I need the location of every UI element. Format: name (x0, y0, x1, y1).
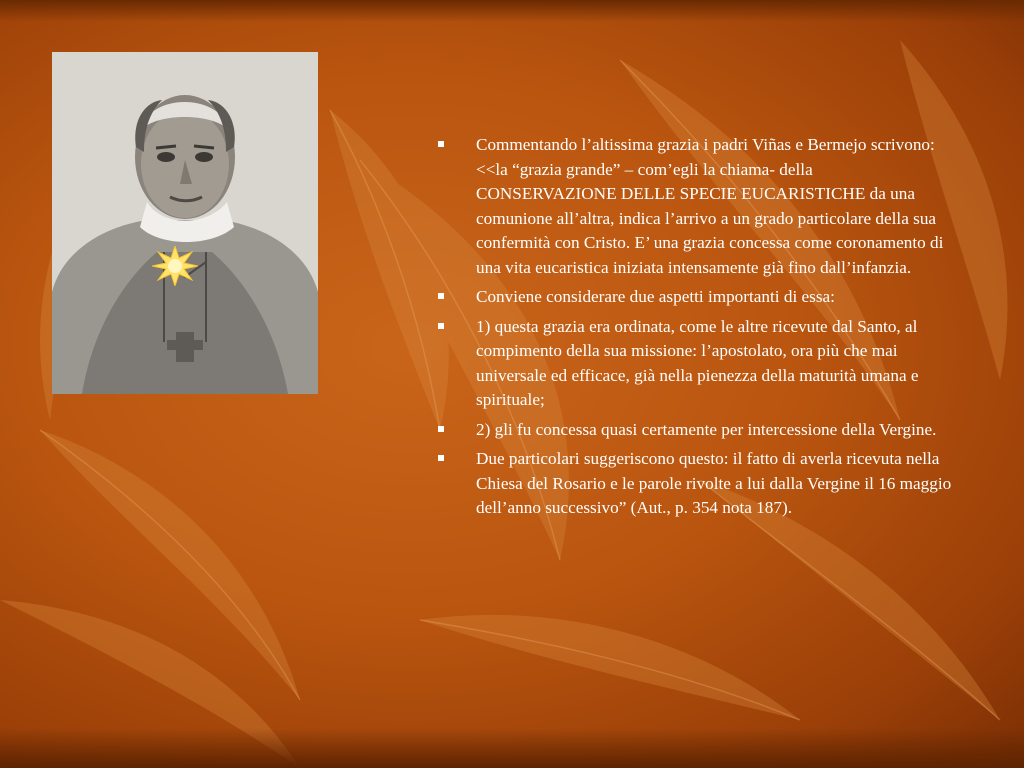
portrait-photo (52, 52, 318, 394)
bullet-icon (438, 426, 444, 432)
list-item (436, 315, 956, 413)
bullet-text: Conviene considerare due aspetti importanti di essa: (476, 287, 835, 306)
list-item (436, 133, 956, 280)
bullet-icon (438, 141, 444, 147)
bullet-icon (438, 293, 444, 299)
list-item (436, 285, 956, 310)
bullet-icon (438, 323, 444, 329)
portrait-icon (52, 52, 318, 394)
list-item (436, 418, 956, 443)
bullet-icon (438, 455, 444, 461)
list-item (436, 447, 956, 521)
bullet-text: 1) questa grazia era ordinata, come le altre ricevute dal Santo, al compimento della sua missione: l’apostolato, ora più che mai universale ed efficace, già nella pienezza della maturità umana e spirituale; (476, 316, 919, 409)
bullet-list (436, 133, 956, 526)
bottom-shade (0, 728, 1024, 768)
bullet-text: 2) gli fu concessa quasi certamente per intercessione della Vergine. (476, 419, 937, 439)
bullet-text: Commentando l’altissima grazia i padri Viñas e Bermejo scrivono: <<la “grazia grande” – com’egli la chiama- della CONSERVAZIONE DELLE SPECIE EUCARISTICHE da una comunione all’altra, indica l’arrivo a un grado particolare della sua confermità con Cristo. E’ una grazia concessa come coronamento di una vita eucaristica iniziata intensamente già fino dall’infanzia. (476, 135, 944, 277)
star-burst-icon (152, 246, 198, 286)
bullet-text: Due particolari suggeriscono questo: il fatto di averla ricevuta nella Chiesa del Rosario e le parole rivolte a lui dalla Vergine il 16 maggio dell’anno successivo” (Aut., p. 354 nota 187). (476, 449, 952, 517)
